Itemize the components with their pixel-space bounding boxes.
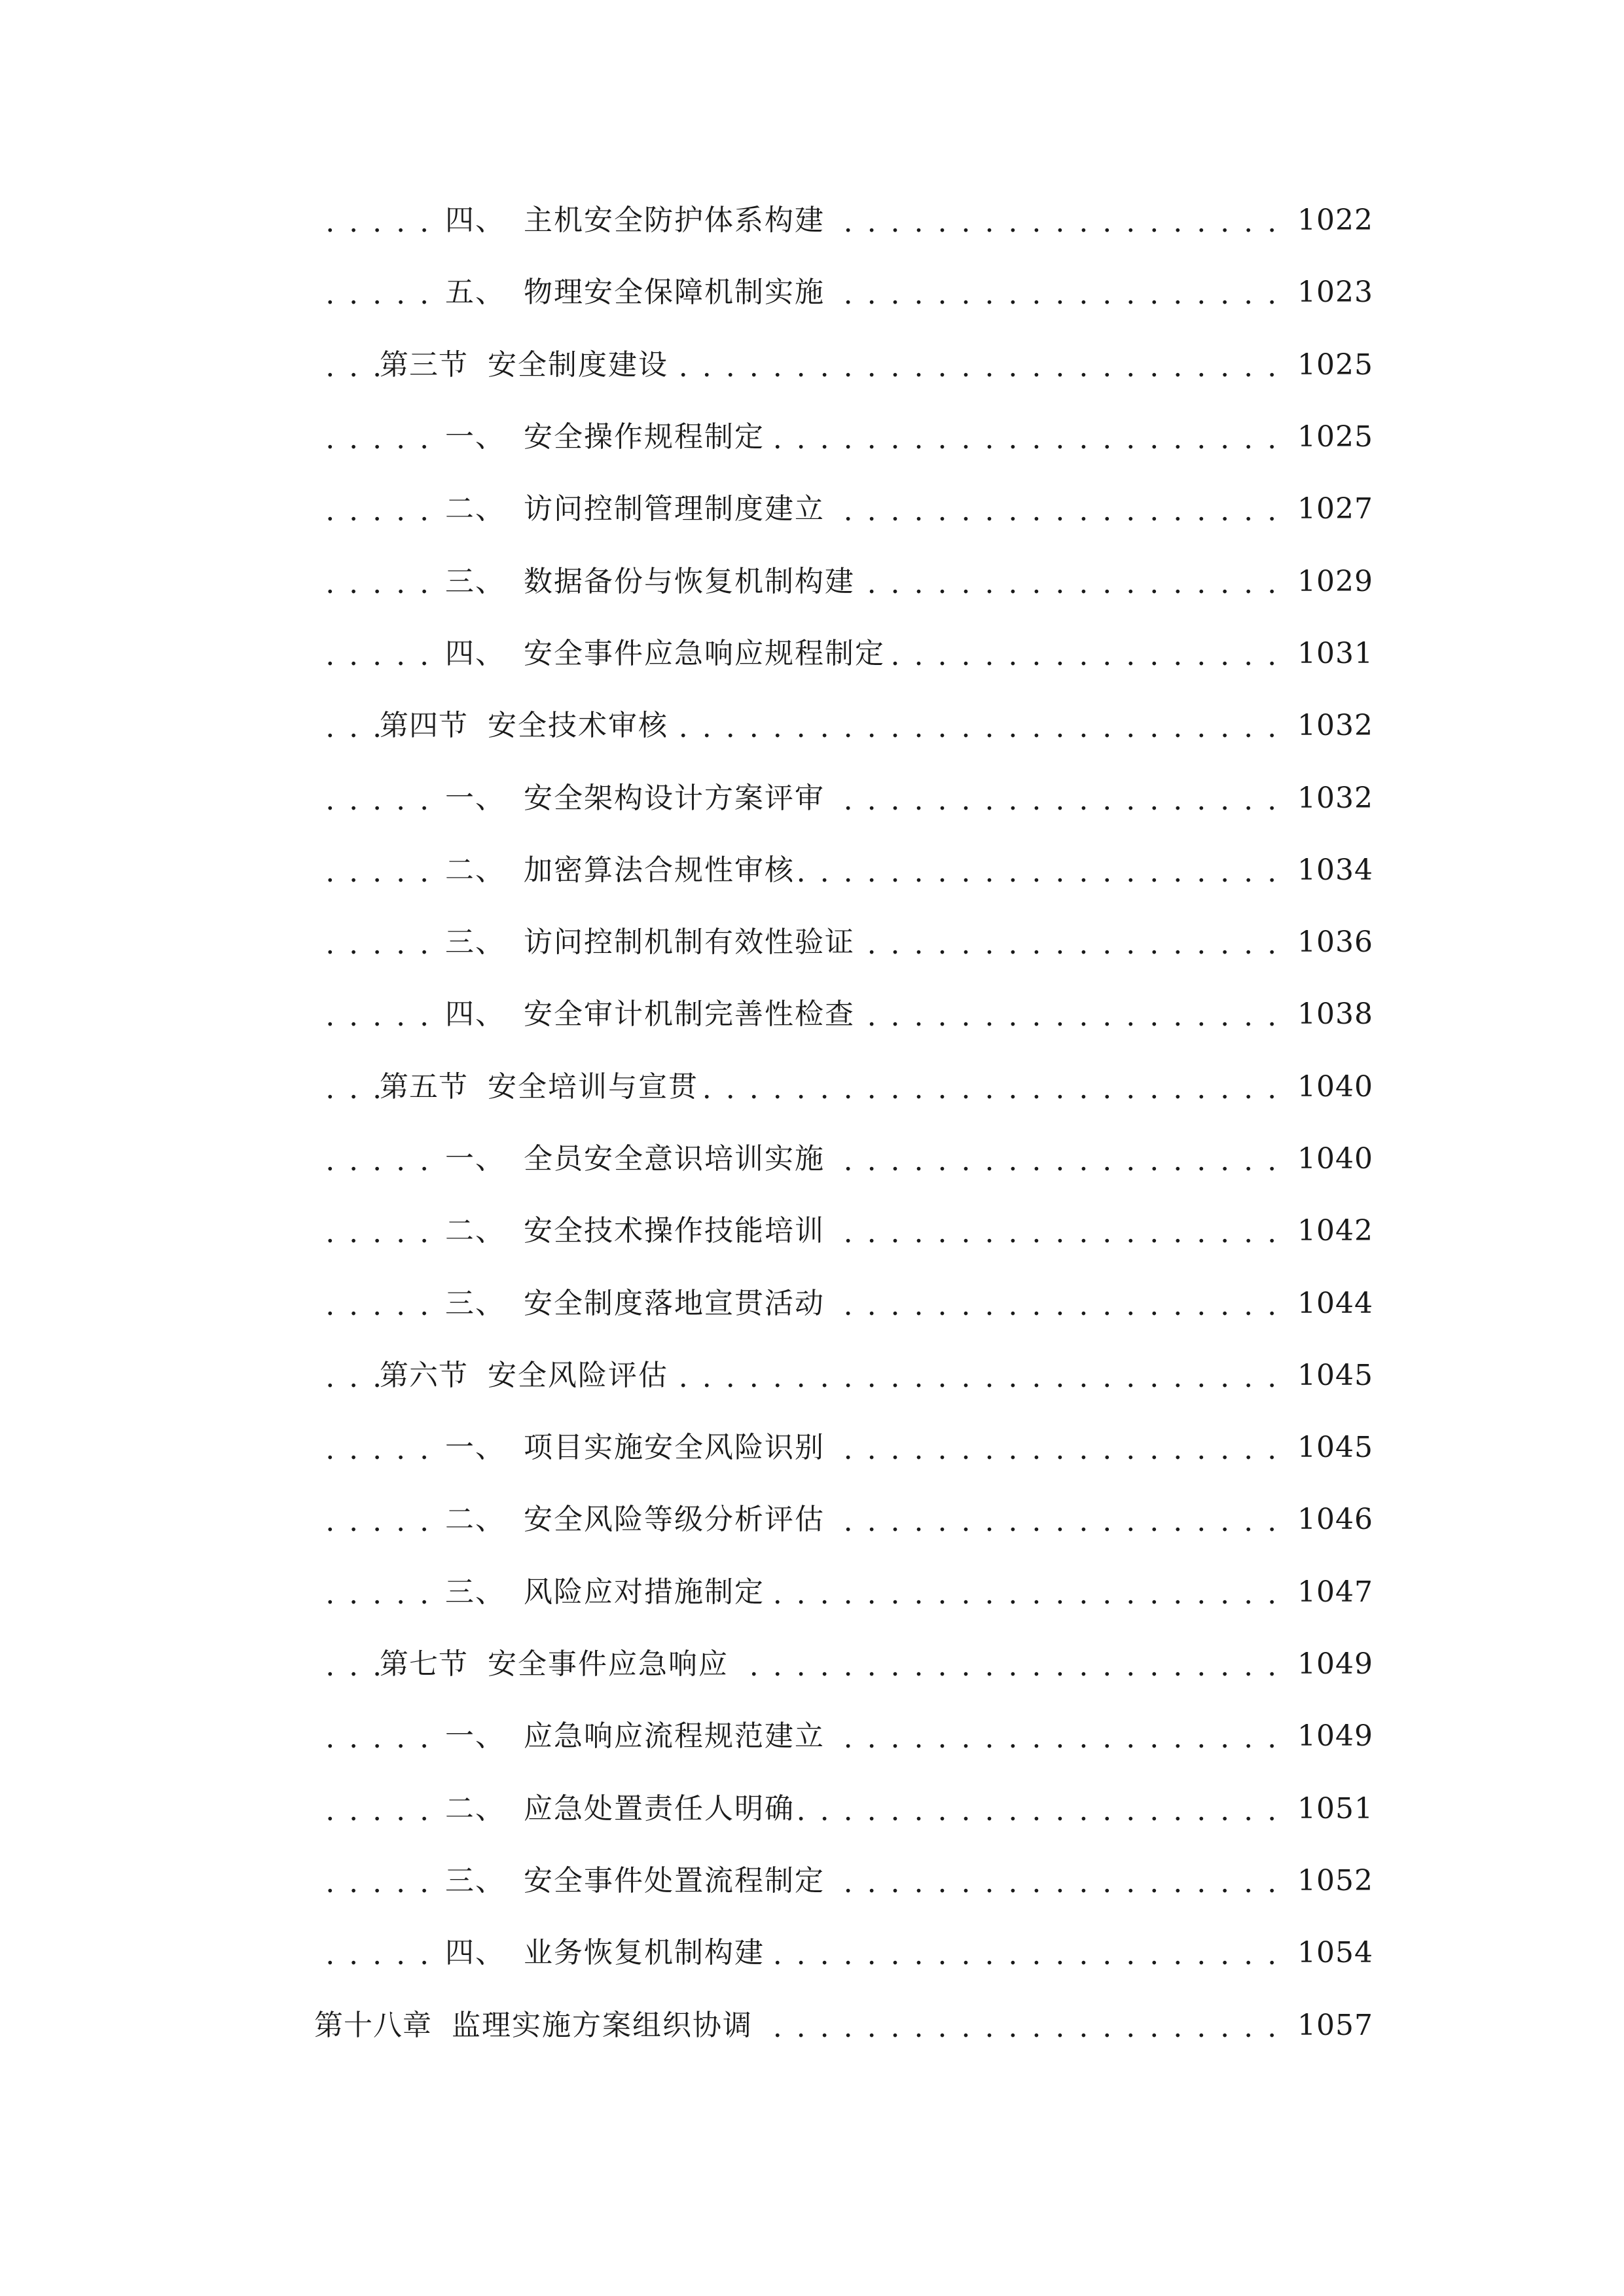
entry-title: 安全审计机制完善性检查	[524, 997, 855, 1031]
entry-page-number: 1040	[1288, 1145, 1373, 1174]
entry-number: 五、	[445, 276, 505, 310]
toc-entry[interactable]	[0, 978, 1624, 1050]
toc-entry[interactable]	[0, 401, 1624, 473]
entry-title: 应急处置责任人明确	[524, 1791, 795, 1825]
entry-title: 安全技术审核	[488, 709, 668, 743]
entry-title: 项目实施安全风险识别	[524, 1431, 825, 1465]
entry-title: 物理安全保障机制实施	[524, 276, 825, 310]
toc-entry[interactable]	[0, 762, 1624, 834]
entry-page-number: 1045	[1288, 1361, 1373, 1390]
toc-entry[interactable]	[0, 1195, 1624, 1267]
entry-page-number: 1044	[1288, 1289, 1373, 1318]
entry-number: 二、	[445, 1791, 505, 1825]
toc-entry[interactable]	[0, 1700, 1624, 1772]
entry-number: 一、	[445, 781, 505, 815]
entry-page-number: 1049	[1288, 1650, 1373, 1679]
toc-entry[interactable]	[0, 906, 1624, 978]
entry-page-number: 1032	[1288, 784, 1373, 813]
entry-number: 三、	[445, 925, 505, 960]
toc-entry[interactable]	[0, 1051, 1624, 1123]
toc-entry[interactable]	[0, 1484, 1624, 1556]
toc-entry[interactable]	[0, 473, 1624, 545]
toc-entry[interactable]	[0, 545, 1624, 617]
entry-title: 加密算法合规性审核	[524, 853, 795, 887]
toc-entry[interactable]	[0, 1267, 1624, 1339]
entry-number: 二、	[445, 1214, 505, 1248]
entry-page-number: 1038	[1288, 1000, 1373, 1029]
entry-title: 业务恢复机制构建	[524, 1936, 765, 1970]
toc-entry[interactable]	[0, 618, 1624, 690]
entry-title: 数据备份与恢复机制构建	[524, 564, 855, 598]
entry-title: 安全技术操作技能培训	[524, 1214, 825, 1248]
entry-title: 监理实施方案组织协调	[452, 2008, 753, 2042]
toc-entry[interactable]	[0, 1989, 1624, 2061]
entry-number: 四、	[445, 204, 505, 238]
toc-entry[interactable]	[0, 690, 1624, 762]
entry-title: 安全制度落地宣贯活动	[524, 1286, 825, 1320]
entry-number: 二、	[445, 1503, 505, 1537]
entry-page-number: 1052	[1288, 1867, 1373, 1895]
entry-page-number: 1022	[1288, 206, 1373, 235]
entry-page-number: 1023	[1288, 278, 1373, 307]
entry-number: 第五节	[380, 1069, 468, 1103]
entry-number: 二、	[445, 853, 505, 887]
entry-page-number: 1034	[1288, 856, 1373, 885]
entry-page-number: 1027	[1288, 495, 1373, 524]
toc-entry[interactable]	[0, 1556, 1624, 1628]
toc-entry[interactable]	[0, 1340, 1624, 1412]
entry-title: 安全制度建设	[488, 348, 668, 382]
entry-number: 第三节	[380, 348, 468, 382]
entry-page-number: 1046	[1288, 1505, 1373, 1534]
entry-number: 第四节	[380, 709, 468, 743]
entry-title: 全员安全意识培训实施	[524, 1142, 825, 1175]
toc-entry[interactable]	[0, 329, 1624, 401]
entry-number: 一、	[445, 420, 505, 454]
entry-title: 安全风险评估	[488, 1358, 668, 1392]
entry-number: 第十八章	[314, 2008, 432, 2042]
entry-page-number: 1045	[1288, 1433, 1373, 1462]
toc-entry[interactable]	[0, 1917, 1624, 1989]
entry-page-number: 1036	[1288, 928, 1373, 957]
toc-entry[interactable]	[0, 1773, 1624, 1845]
entry-number: 第六节	[380, 1358, 468, 1392]
entry-page-number: 1029	[1288, 567, 1373, 596]
entry-number: 第七节	[380, 1647, 468, 1681]
entry-number: 四、	[445, 636, 505, 670]
entry-number: 二、	[445, 492, 505, 526]
entry-number: 三、	[445, 564, 505, 598]
entry-title: 访问控制机制有效性验证	[524, 925, 855, 960]
entry-page-number: 1057	[1288, 2011, 1373, 2040]
entry-title: 安全事件应急响应规程制定	[524, 636, 885, 670]
entry-page-number: 1049	[1288, 1722, 1373, 1751]
entry-title: 风险应对措施制定	[524, 1575, 765, 1609]
entry-title: 安全架构设计方案评审	[524, 781, 825, 815]
entry-page-number: 1031	[1288, 639, 1373, 668]
entry-title: 安全风险等级分析评估	[524, 1503, 825, 1537]
entry-number: 一、	[445, 1431, 505, 1465]
toc-entry[interactable]	[0, 1628, 1624, 1700]
toc-entry[interactable]	[0, 1845, 1624, 1917]
entry-number: 四、	[445, 997, 505, 1031]
toc-entry[interactable]	[0, 1412, 1624, 1484]
entry-number: 一、	[445, 1719, 505, 1753]
entry-title: 安全操作规程制定	[524, 420, 765, 454]
entry-page-number: 1047	[1288, 1578, 1373, 1607]
entry-title: 主机安全防护体系构建	[524, 204, 825, 238]
toc-entry[interactable]	[0, 1123, 1624, 1195]
entry-page-number: 1032	[1288, 711, 1373, 740]
entry-page-number: 1040	[1288, 1073, 1373, 1102]
entry-page-number: 1025	[1288, 423, 1373, 452]
toc-entry[interactable]	[0, 185, 1624, 257]
entry-page-number: 1042	[1288, 1217, 1373, 1246]
entry-title: 访问控制管理制度建立	[524, 492, 825, 526]
entry-page-number: 1025	[1288, 351, 1373, 380]
entry-title: 安全事件应急响应	[488, 1647, 729, 1681]
entry-number: 一、	[445, 1142, 505, 1175]
entry-number: 三、	[445, 1575, 505, 1609]
entry-number: 三、	[445, 1286, 505, 1320]
entry-number: 三、	[445, 1863, 505, 1897]
entry-title: 应急响应流程规范建立	[524, 1719, 825, 1753]
entry-page-number: 1054	[1288, 1939, 1373, 1967]
entry-page-number: 1051	[1288, 1795, 1373, 1823]
toc-entry[interactable]	[0, 257, 1624, 329]
entry-title: 安全培训与宣贯	[488, 1069, 698, 1103]
entry-number: 四、	[445, 1936, 505, 1970]
toc-entry[interactable]	[0, 834, 1624, 906]
entry-title: 安全事件处置流程制定	[524, 1863, 825, 1897]
table-of-contents	[0, 185, 1624, 2062]
